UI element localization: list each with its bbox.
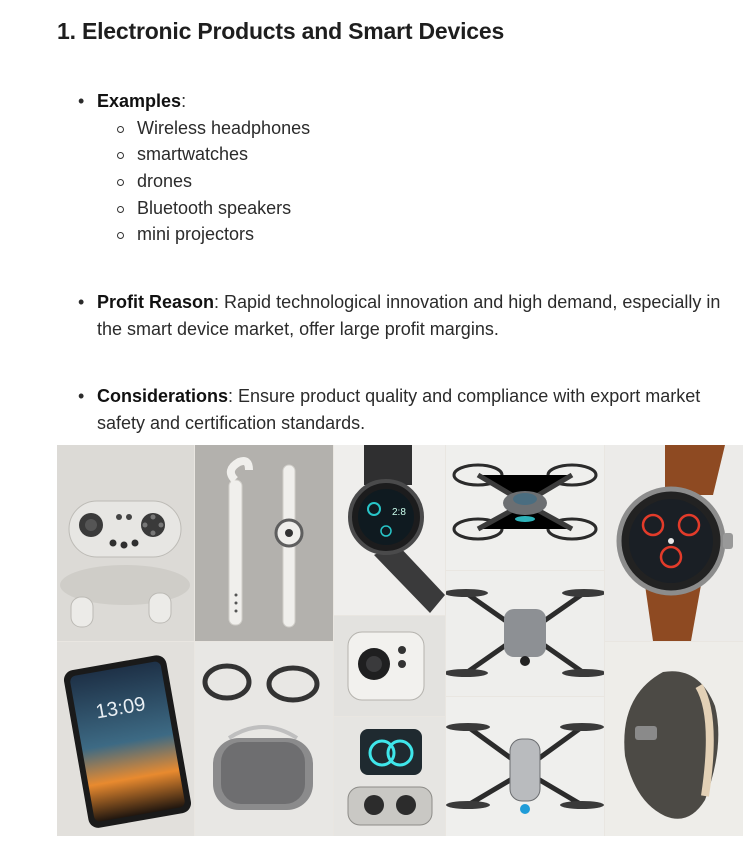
list-item-examples: • Examples: Wireless headphones smartwatches drones Bluetooth speakers mini projectors xyxy=(57,88,737,248)
sublist-item: Bluetooth speakers xyxy=(97,195,737,222)
product-collage-image xyxy=(57,445,743,836)
bluetooth-speaker-image xyxy=(195,642,333,836)
watch-strap-image xyxy=(605,642,743,836)
earbuds-case-image xyxy=(334,717,445,836)
profit-reason-label: Profit Reason xyxy=(97,292,215,313)
sublist-item: smartwatches xyxy=(97,141,737,168)
drone-camera-image xyxy=(446,697,604,836)
svg-text:2:8: 2:8 xyxy=(392,507,406,518)
svg-text:13:09: 13:09 xyxy=(94,693,148,724)
list-item-profit-reason xyxy=(57,289,737,342)
tablet-image xyxy=(57,642,194,836)
sublist-item: drones xyxy=(97,168,737,195)
mini-projector-image xyxy=(334,616,445,716)
list-item-considerations xyxy=(57,383,737,436)
drone-image xyxy=(446,445,604,570)
considerations-label: Considerations xyxy=(97,386,229,407)
examples-label: Examples xyxy=(97,91,182,111)
sublist-item: Wireless headphones xyxy=(97,115,737,142)
bullet-list xyxy=(57,88,737,436)
considerations-text: : Ensure product quality and compliance with export market safety and certification standards. xyxy=(97,386,701,433)
profit-reason-text: : Rapid technological innovation and high demand, especially in the smart device market, offer large profit margins. xyxy=(97,292,721,339)
sublist-item: mini projectors xyxy=(97,221,737,248)
section-heading: 1. Electronic Products and Smart Devices xyxy=(57,18,505,44)
examples-sublist xyxy=(97,115,737,249)
smartwatch-image xyxy=(334,445,445,615)
earbud-stems-image xyxy=(195,445,333,641)
earbuds-controller-image xyxy=(57,445,194,641)
drone-gray-image xyxy=(446,571,604,696)
leather-watch-image xyxy=(605,445,743,641)
